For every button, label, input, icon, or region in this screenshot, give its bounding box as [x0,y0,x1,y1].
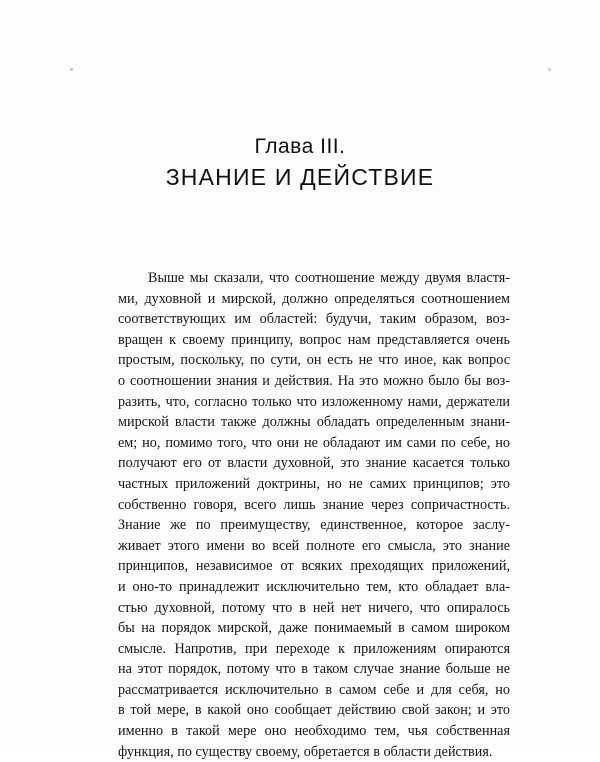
text-line: в той мере, в какой оно сообщает действию свой закон; и это [118,702,510,719]
chapter-body-text [118,268,510,762]
text-line: вращен к своему принципу, вопрос нам представляется очень [118,331,510,348]
text-line: соответствующих им областей: будучи, таким образом, воз- [118,311,510,328]
text-line: функция, по существу своему, обретается в области действия. [118,743,493,760]
text-line: и оно-то принадлежит исключительно тем, кто обладает вла- [118,578,510,595]
chapter-heading [0,134,600,192]
chapter-number: Глава III. [254,135,346,158]
text-line: на этот порядок, потому что в таком случае знание больше не [118,661,510,678]
text-line: Выше мы сказали, что соотношение между двумя властя- [148,270,510,286]
text-line: принципов, независимое от всяких преходящих приложений, [118,558,510,575]
text-line: ем; но, помимо того, что они не обладают им сами по себе, но [118,434,510,451]
text-line: рассматривается исключительно в самом себе и для себя, но [118,681,510,698]
text-line: бы на порядок мирской, даже понимаемый в самом широком [118,620,510,637]
text-line: простым, поскольку, по сути, он есть не что иное, как вопрос [118,352,510,369]
page-speck-left [70,68,73,71]
text-line: мирской власти также должны обладать определенным знани- [118,414,510,431]
text-line: частных приложений доктрины, но не самих принципов; это [118,475,510,492]
chapter-title: ЗНАНИЕ И ДЕЙСТВИЕ [165,164,435,190]
text-line: стью духовной, потому что в ней нет ничего, что опиралось [118,599,510,616]
page-speck-right [548,68,551,71]
text-line: живает этого имени во всей полноте его смысла, это знание [118,537,510,554]
text-line: о соотношении знания и действия. На это можно было бы воз- [118,372,510,389]
text-line: получают его от власти духовной, это знание касается только [118,455,510,472]
text-line: смысле. Напротив, при переходе к приложениям опираются [118,640,510,657]
text-line: ми, духовной и мирской, должно определяться соотношением [118,290,510,307]
text-line: именно в такой мере оно необходимо тем, чья собственная [118,723,510,740]
text-line: Знание же по преимуществу, единственное, которое заслу- [118,517,510,534]
text-line: разить, что, согласно только что изложенному нами, держатели [118,393,510,410]
text-line: собственно говоря, всего лишь знание через сопричастность. [118,496,510,513]
